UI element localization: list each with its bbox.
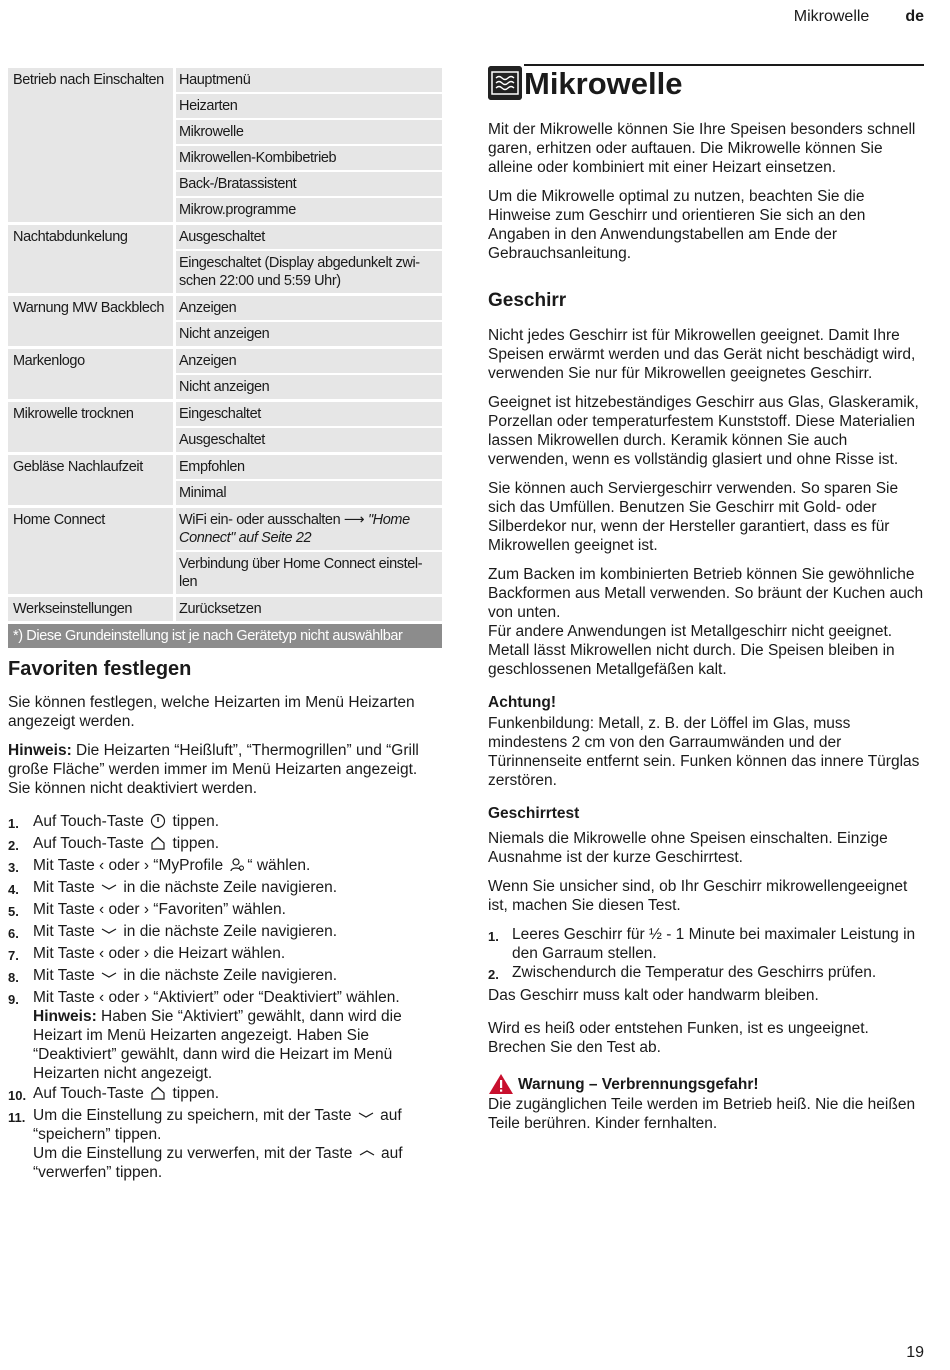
list-item bbox=[8, 856, 442, 877]
chevron-down-icon bbox=[101, 923, 117, 939]
step-number: 2. bbox=[488, 967, 499, 982]
step-number: 4. bbox=[8, 882, 19, 897]
step-number: 7. bbox=[8, 948, 19, 963]
paragraph: Die zugänglichen Teile werden im Betrieb heiß. Nie die heißen Teile berühren. Kinder fernhalten. bbox=[488, 1096, 916, 1132]
section-title: Mikrowelle bbox=[524, 66, 683, 101]
paragraph: Niemals die Mikrowelle ohne Speisen einschalten. Einzige Ausnahme ist der kurze Geschirrtest. bbox=[488, 830, 888, 866]
home-icon bbox=[150, 835, 166, 851]
step-text: Zwischendurch die Temperatur des Geschirrs prüfen. bbox=[512, 964, 877, 981]
settings-row bbox=[8, 455, 442, 508]
settings-table bbox=[8, 68, 442, 648]
favoriten-hint bbox=[8, 741, 442, 798]
paragraph: Sie können auch Serviergeschirr verwenden. So sparen Sie sich das Umfüllen. Benutzen Sie Geschirr mit Gold- oder Silberdekor nur, wenn der Hersteller garantiert, dass es für Mikrowellen geeignet ist. bbox=[488, 480, 899, 554]
favoriten-intro: Sie können festlegen, welche Heizarten im Menü Heizarten angezeigt werden. bbox=[8, 694, 415, 730]
settings-value: Heizarten bbox=[176, 94, 442, 120]
settings-value: Ausgeschaltet bbox=[176, 428, 442, 452]
step-text: Mit Taste bbox=[33, 879, 100, 896]
arrow-right-icon: ⟶ bbox=[343, 512, 368, 528]
step-number: 9. bbox=[8, 992, 19, 1007]
page-number: 19 bbox=[906, 1344, 924, 1361]
settings-row bbox=[8, 508, 442, 597]
geschirr-title: Geschirr bbox=[488, 290, 567, 311]
step-text: Um die Einstellung zu speichern, mit der Taste bbox=[33, 1107, 356, 1124]
microwave-icon bbox=[488, 66, 522, 100]
settings-row bbox=[8, 296, 442, 349]
mikrowelle-section bbox=[488, 64, 924, 1143]
step-text: in die nächste Zeile navigieren. bbox=[119, 923, 338, 940]
settings-key: Home Connect bbox=[8, 508, 176, 594]
wifi-toggle-label: WiFi ein- oder ausschalten bbox=[179, 512, 341, 528]
step-text: “ wählen. bbox=[247, 857, 311, 874]
chevron-down-icon bbox=[101, 967, 117, 983]
step-text: Mit Taste bbox=[33, 967, 100, 984]
settings-value: Empfohlen bbox=[176, 455, 442, 481]
list-item bbox=[8, 812, 442, 833]
warning-triangle-icon bbox=[488, 1073, 514, 1095]
settings-row bbox=[8, 597, 442, 624]
settings-value: Back-/Bratassistent bbox=[176, 172, 442, 198]
list-item bbox=[8, 1084, 442, 1105]
list-item bbox=[8, 900, 442, 921]
section-title-row bbox=[524, 64, 924, 102]
settings-key: Mikrowelle trocknen bbox=[8, 402, 176, 452]
settings-key: Werkseinstellungen bbox=[8, 597, 176, 621]
settings-key: Markenlogo bbox=[8, 349, 176, 399]
settings-value: Eingeschaltet bbox=[176, 402, 442, 428]
step-number: 1. bbox=[488, 929, 499, 944]
list-item bbox=[8, 878, 442, 899]
step-text: Mit Taste ‹ oder › “Aktiviert” oder “Deaktiviert” wählen. bbox=[33, 989, 400, 1006]
favoriten-section bbox=[8, 660, 442, 1183]
profile-icon bbox=[229, 857, 245, 873]
paragraph: Mit der Mikrowelle können Sie Ihre Speisen besonders schnell garen, erhitzen oder auftauen. Die Mikrowelle können Sie alleine oder kombiniert mit einer Heizart einsetzen. bbox=[488, 121, 916, 176]
step-text: Um die Einstellung zu verwerfen, mit der Taste bbox=[33, 1145, 357, 1162]
step-number: 3. bbox=[8, 860, 19, 875]
settings-row bbox=[8, 349, 442, 402]
settings-value: Nicht anzeigen bbox=[176, 322, 442, 346]
settings-value: Hauptmenü bbox=[176, 68, 442, 94]
step-text: Auf Touch-Taste bbox=[33, 813, 149, 830]
hint-label: Hinweis: bbox=[8, 742, 72, 759]
settings-key: Gebläse Nachlaufzeit bbox=[8, 455, 176, 505]
step-text: Auf Touch-Taste bbox=[33, 835, 149, 852]
step-text: Mit Taste ‹ oder › die Heizart wählen. bbox=[33, 945, 286, 962]
header-language: de bbox=[905, 8, 924, 25]
settings-key: Warnung MW Backblech bbox=[8, 296, 176, 346]
list-item bbox=[488, 925, 924, 963]
paragraph: Um die Mikrowelle optimal zu nutzen, beachten Sie die Hinweise zum Geschirr und orientieren Sie sich an den Angaben in den Anwendungstabellen am Ende der Gebrauchsanleitung. bbox=[488, 188, 866, 262]
step-text: tippen. bbox=[168, 1085, 220, 1102]
settings-footnote: *) Diese Grundeinstellung ist je nach Gerätetyp nicht auswählbar bbox=[8, 624, 442, 648]
home-connect-link[interactable]: "Home Connect" auf Seite 22 bbox=[179, 512, 410, 546]
settings-row bbox=[8, 225, 442, 296]
achtung-title: Achtung! bbox=[488, 694, 557, 711]
paragraph-part: Zum Backen im kombinierten Betrieb können Sie gewöhnliche Backformen aus Metall verwenden. So bräunt der Kuchen auch von unten. bbox=[488, 566, 924, 621]
paragraph: Funkenbildung: Metall, z. B. der Löffel im Glas, muss mindestens 2 cm von den Garraumwänden und der Türinnenseite entfernt sein. Funken können das innere Türglas zerstören. bbox=[488, 715, 920, 789]
settings-value: Nicht anzeigen bbox=[176, 375, 442, 399]
step-text: auf “verwerfen” tippen. bbox=[33, 1145, 403, 1181]
step-text: Mit Taste ‹ oder › “MyProfile bbox=[33, 857, 228, 874]
settings-row bbox=[8, 402, 442, 455]
step-text: auf “speichern” tippen. bbox=[33, 1107, 402, 1143]
chevron-down-icon bbox=[358, 1107, 374, 1123]
step-number: 11. bbox=[8, 1110, 26, 1125]
paragraph-part: Für andere Anwendungen ist Metallgeschirr nicht geeignet. Metall lässt Mikrowellen nicht durch. Die Speisen bleiben in geschlossenen Metallgefäßen kalt. bbox=[488, 623, 895, 678]
step-text: tippen. bbox=[168, 835, 220, 852]
hint-label: Hinweis: bbox=[33, 1008, 97, 1025]
warning-title-text: Warnung – Verbrennungsgefahr! bbox=[518, 1075, 759, 1093]
list-item bbox=[8, 966, 442, 987]
settings-value bbox=[176, 508, 442, 552]
list-item bbox=[8, 834, 442, 855]
settings-value: Anzeigen bbox=[176, 349, 442, 375]
chevron-down-icon bbox=[101, 879, 117, 895]
step-text: tippen. bbox=[168, 813, 220, 830]
paragraph bbox=[488, 565, 924, 679]
favoriten-title: Favoriten festlegen bbox=[8, 658, 192, 680]
settings-key: Betrieb nach Einschalten bbox=[8, 68, 176, 222]
settings-value: Mikrow.programme bbox=[176, 198, 442, 222]
step-number: 2. bbox=[8, 838, 19, 853]
list-item bbox=[488, 963, 924, 984]
power-icon bbox=[150, 813, 166, 829]
list-item bbox=[8, 944, 442, 965]
settings-value: Minimal bbox=[176, 481, 442, 505]
step-number: 1. bbox=[8, 816, 19, 831]
list-item bbox=[8, 922, 442, 943]
warning-title bbox=[488, 1073, 924, 1095]
settings-value: Anzeigen bbox=[176, 296, 442, 322]
settings-value: Ausgeschaltet bbox=[176, 225, 442, 251]
step-text: Leeres Geschirr für ½ - 1 Minute bei maximaler Leistung in den Garraum stellen. bbox=[512, 926, 916, 962]
paragraph: Das Geschirr muss kalt oder handwarm bleiben. bbox=[488, 987, 819, 1004]
geschirrtest-title: Geschirrtest bbox=[488, 805, 580, 822]
paragraph: Wenn Sie unsicher sind, ob Ihr Geschirr mikrowellengeeignet ist, machen Sie diesen Test. bbox=[488, 878, 908, 914]
favoriten-steps bbox=[8, 812, 442, 1182]
settings-key: Nachtabdunkelung bbox=[8, 225, 176, 293]
paragraph: Nicht jedes Geschirr ist für Mikrowellen geeignet. Damit Ihre Speisen erwärmt werden und das Gerät nicht beschädigt wird, verwenden Sie nur für Mikrowellen geeignetes Geschirr. bbox=[488, 327, 916, 382]
step-text: in die nächste Zeile navigieren. bbox=[119, 967, 338, 984]
test-steps bbox=[488, 925, 924, 984]
step-text: Mit Taste ‹ oder › “Favoriten” wählen. bbox=[33, 901, 286, 918]
step-text: in die nächste Zeile navigieren. bbox=[119, 879, 338, 896]
settings-value: Zurücksetzen bbox=[176, 597, 442, 621]
header-section: Mikrowelle bbox=[793, 8, 870, 25]
settings-value: Mikrowellen-Kombibetrieb bbox=[176, 146, 442, 172]
paragraph: Geeignet ist hitzebeständiges Geschirr aus Glas, Glaskeramik, Porzellan oder temperaturfestem Kunststoff. Diese Materialien lassen Mikrowellen durch. Keramik können Sie auch verwenden, wenn es vollständig glasiert und ohne Risse ist. bbox=[488, 394, 919, 468]
paragraph: Wird es heiß oder entstehen Funken, ist es ungeeignet. Brechen Sie den Test ab. bbox=[488, 1020, 869, 1056]
step-number: 10. bbox=[8, 1088, 27, 1103]
chevron-up-icon bbox=[359, 1145, 375, 1161]
settings-row bbox=[8, 68, 442, 225]
step-text: Mit Taste bbox=[33, 923, 100, 940]
step-number: 8. bbox=[8, 970, 19, 985]
settings-value: Verbindung über Home Connect einstel-len bbox=[176, 552, 442, 594]
hint-text: Die Heizarten “Heißluft”, “Thermogrillen” und “Grill große Fläche” werden immer im Menü Heizarten angezeigt. Sie können nicht deaktiviert werden. bbox=[8, 742, 419, 797]
settings-value: Eingeschaltet (Display abgedunkelt zwi-schen 22:00 und 5:59 Uhr) bbox=[176, 251, 442, 293]
settings-value: Mikrowelle bbox=[176, 120, 442, 146]
list-item bbox=[8, 1106, 442, 1182]
step-number: 5. bbox=[8, 904, 19, 919]
home-icon bbox=[150, 1085, 166, 1101]
list-item bbox=[8, 988, 442, 1083]
hint-text: Haben Sie “Aktiviert” gewählt, dann wird die Heizart im Menü Heizarten angezeigt. Haben Sie “Deaktiviert” gewählt, dann wird die Heizart im Menü Heizarten nicht angezeigt. bbox=[33, 1008, 402, 1082]
page-header bbox=[794, 8, 924, 26]
step-number: 6. bbox=[8, 926, 19, 941]
step-text: Auf Touch-Taste bbox=[33, 1085, 149, 1102]
